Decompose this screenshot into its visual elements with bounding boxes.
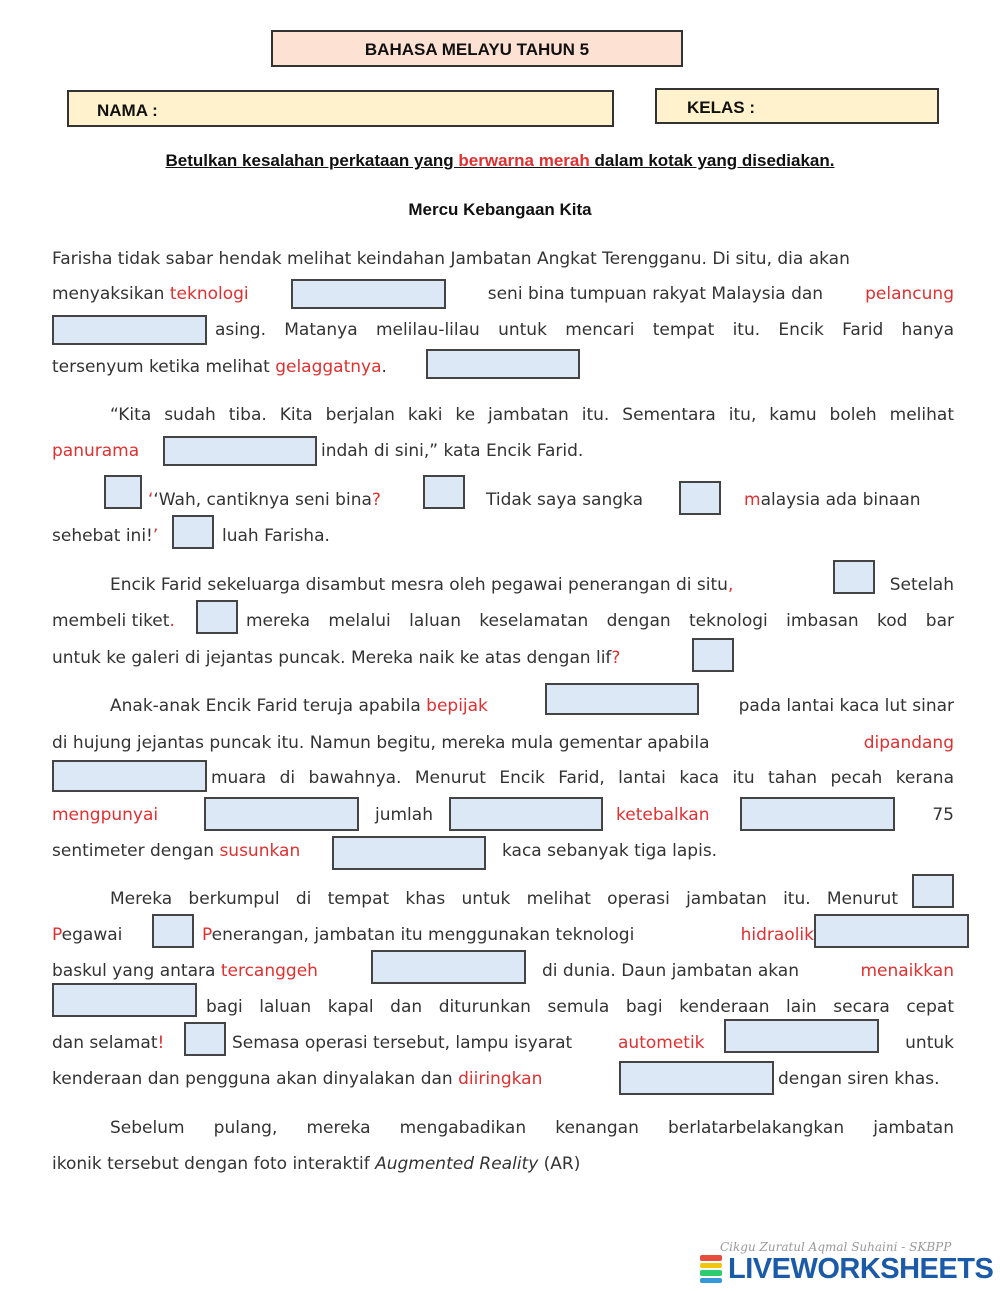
- answer-box[interactable]: [426, 349, 580, 379]
- liveworksheets-icon: [700, 1255, 722, 1283]
- answer-box[interactable]: [332, 836, 486, 870]
- answer-box[interactable]: [104, 475, 142, 509]
- answer-box[interactable]: [52, 760, 207, 792]
- worksheet-title: BAHASA MELAYU TAHUN 5: [271, 30, 683, 67]
- passage-line: ‘‘Wah, cantiknya seni bina? Tidak saya sangka malaysia ada binaan: [52, 485, 954, 515]
- passage-line: sehebat ini!’ luah Farisha.: [52, 521, 954, 551]
- passage-line: di hujung jejantas puncak itu. Namun begitu, mereka mula gementar apabila dipandang: [52, 733, 954, 753]
- passage-line: “Kita sudah tiba. Kita berjalan kaki ke jambatan itu. Sementara itu, kamu boleh melihat: [110, 405, 954, 425]
- passage-line: Sebelum pulang, mereka mengabadikan kenangan berlatarbelakangkan jambatan: [110, 1118, 954, 1138]
- answer-box[interactable]: [291, 279, 446, 309]
- answer-box[interactable]: [196, 600, 238, 634]
- passage-line: Anak-anak Encik Farid teruja apabila bepijak pada lantai kaca lut sinar: [52, 691, 954, 721]
- answer-box[interactable]: [545, 683, 699, 715]
- author-credit: Cikgu Zuratul Aqmal Suhaini - SKBPP: [720, 1240, 952, 1254]
- answer-box[interactable]: [152, 914, 194, 948]
- passage-line: Pegawai Penerangan, jambatan itu menggunakan teknologi hidraolik: [52, 920, 954, 950]
- answer-box[interactable]: [163, 436, 317, 466]
- kelas-field[interactable]: [655, 88, 939, 124]
- nama-label: NAMA :: [97, 101, 158, 120]
- answer-box[interactable]: [740, 797, 895, 831]
- passage-line: muara di bawahnya. Menurut Encik Farid, lantai kaca itu tahan pecah kerana: [52, 763, 954, 793]
- passage-line: panurama indah di sini,” kata Encik Farid.: [52, 436, 954, 466]
- answer-box[interactable]: [692, 638, 734, 672]
- instruction-red: berwarna merah: [458, 151, 590, 170]
- passage-line: menyaksikan teknologi seni bina tumpuan rakyat Malaysia dan pelancung: [52, 279, 954, 309]
- passage-line: tersenyum ketika melihat gelaggatnya.: [52, 352, 954, 382]
- answer-box[interactable]: [724, 1019, 879, 1053]
- passage-line: Encik Farid sekeluarga disambut mesra oleh pegawai penerangan di situ, Setelah: [52, 570, 954, 600]
- passage-line: Mereka berkumpul di tempat khas untuk melihat operasi jambatan itu. Menurut: [52, 884, 954, 914]
- answer-box[interactable]: [833, 560, 875, 594]
- answer-box[interactable]: [52, 983, 197, 1017]
- passage-line: dan selamat! Semasa operasi tersebut, lampu isyarat autometik untuk: [52, 1028, 954, 1058]
- passage-title: Mercu Kebangaan Kita: [408, 200, 592, 219]
- passage-line: sentimeter dengan susunkan kaca sebanyak tiga lapis.: [52, 836, 954, 866]
- answer-box[interactable]: [204, 797, 359, 831]
- answer-box[interactable]: [52, 315, 207, 345]
- answer-box[interactable]: [423, 475, 465, 509]
- passage-line: bagi laluan kapal dan diturunkan semula bagi kenderaan lain secara cepat: [52, 992, 954, 1022]
- instruction: Betulkan kesalahan perkataan yang berwarna merah dalam kotak yang disediakan.: [165, 151, 835, 170]
- kelas-label: KELAS :: [687, 98, 755, 117]
- answer-box[interactable]: [679, 481, 721, 515]
- answer-box[interactable]: [814, 914, 969, 948]
- passage-line: untuk ke galeri di jejantas puncak. Mereka naik ke atas dengan lif?: [52, 643, 954, 673]
- passage-line: membeli tiket. mereka melalui laluan keselamatan dengan teknologi imbasan kod bar: [52, 606, 954, 636]
- passage-line: Farisha tidak sabar hendak melihat keindahan Jambatan Angkat Terengganu. Di situ, dia akan: [52, 249, 850, 269]
- answer-box[interactable]: [619, 1061, 774, 1095]
- answer-box[interactable]: [172, 515, 214, 549]
- passage-line: mengpunyai jumlah ketebalkan 75: [52, 800, 954, 830]
- answer-box[interactable]: [371, 950, 526, 984]
- answer-box[interactable]: [449, 797, 603, 831]
- liveworksheets-logo: LIVEWORKSHEETS: [700, 1252, 993, 1286]
- passage-line: baskul yang antara tercanggeh di dunia. Daun jambatan akan menaikkan: [52, 956, 954, 986]
- passage-line: kenderaan dan pengguna akan dinyalakan dan diiringkan dengan siren khas.: [52, 1064, 954, 1094]
- passage-line: ikonik tersebut dengan foto interaktif Augmented Reality (AR): [52, 1154, 581, 1174]
- nama-field[interactable]: [67, 90, 614, 127]
- passage-line: asing. Matanya melilau-lilau untuk mencari tempat itu. Encik Farid hanya: [52, 315, 954, 345]
- answer-box[interactable]: [184, 1022, 226, 1056]
- answer-box[interactable]: [912, 874, 954, 908]
